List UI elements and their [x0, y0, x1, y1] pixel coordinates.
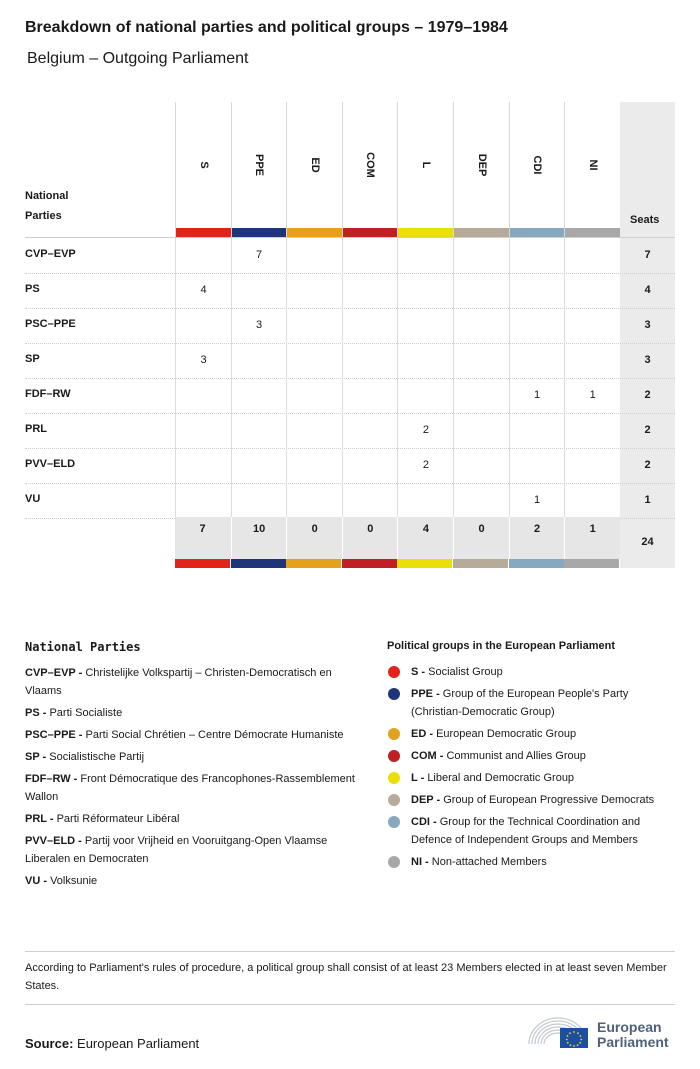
- group-full-name: Communist and Allies Group: [446, 750, 586, 762]
- group-full-name: Liberal and Democratic Group: [427, 772, 575, 784]
- table-row: [25, 413, 675, 449]
- seat-count-cell: [286, 378, 342, 413]
- group-full-name: Socialist Group: [428, 666, 503, 678]
- group-color-bar: [176, 228, 231, 237]
- group-color-bar: [286, 559, 341, 568]
- seat-count-cell: [397, 238, 453, 273]
- source-line: [25, 1036, 199, 1051]
- party-full-name: Front Démocratique des Francophones-Rassemblement Wallon: [25, 773, 355, 803]
- seat-count-cell: [564, 448, 620, 483]
- seat-count-cell: [286, 483, 342, 518]
- seat-count-cell: 2: [397, 413, 453, 448]
- national-party-legend-item: [25, 770, 360, 806]
- party-name: FDF–RW: [25, 388, 71, 400]
- note-divider-bottom: [25, 1004, 675, 1005]
- party-name: VU: [25, 493, 41, 505]
- group-column-header: [342, 102, 398, 237]
- row-seat-total: 4: [644, 284, 651, 296]
- seat-count-cell: [286, 413, 342, 448]
- seat-count-cell: [509, 343, 565, 378]
- group-color-bar: [453, 559, 508, 568]
- seat-count-cell: [342, 378, 398, 413]
- seat-count-cell: [342, 308, 398, 343]
- seat-count-cell: 3: [175, 343, 231, 378]
- group-color-bar: [509, 559, 564, 568]
- seat-count-cell: [342, 273, 398, 308]
- group-code-label: ED: [308, 157, 321, 173]
- group-total-cell: 1: [564, 517, 620, 559]
- seat-count-cell: [286, 273, 342, 308]
- group-code-label: PPE: [253, 153, 266, 177]
- seat-count-cell: [286, 343, 342, 378]
- table-row: [25, 273, 675, 309]
- party-abbreviation: CVP–EVP -: [25, 667, 83, 679]
- political-groups-legend: [387, 640, 677, 875]
- seat-count-cell: [175, 308, 231, 343]
- seat-count-cell: [564, 308, 620, 343]
- table-row: [25, 378, 675, 414]
- seat-count-cell: [342, 238, 398, 273]
- group-color-bar: [287, 228, 342, 237]
- seat-count-cell: [231, 273, 287, 308]
- seat-count-cell: [453, 483, 509, 518]
- group-column-header: [564, 102, 620, 237]
- group-full-name: Group of the European People's Party (Christian-Democratic Group): [411, 688, 629, 718]
- row-seat-total: 2: [644, 389, 651, 401]
- row-header: National Parties: [25, 190, 69, 222]
- note-divider-top: [25, 951, 675, 952]
- european-parliament-logo: [527, 1014, 677, 1054]
- party-abbreviation: SP -: [25, 751, 47, 763]
- row-seat-total: 2: [644, 424, 651, 436]
- group-color-bar: [232, 228, 287, 237]
- group-abbreviation: PPE -: [411, 688, 440, 700]
- group-full-name: European Democratic Group: [436, 728, 577, 740]
- group-color-bar: [398, 228, 453, 237]
- group-color-bar: [231, 559, 286, 568]
- group-abbreviation: S -: [411, 666, 426, 678]
- seat-count-cell: [453, 448, 509, 483]
- party-name: PS: [25, 283, 40, 295]
- party-name: PRL: [25, 423, 47, 435]
- party-full-name: Volksunie: [50, 875, 98, 887]
- group-color-dot-icon: [388, 772, 400, 784]
- group-code-label: NI: [586, 159, 599, 171]
- seat-count-cell: [397, 378, 453, 413]
- political-group-legend-item: [387, 685, 677, 721]
- group-color-bar: [565, 228, 620, 237]
- group-abbreviation: ED -: [411, 728, 433, 740]
- table-row: [25, 483, 675, 519]
- row-seat-total: 1: [644, 494, 651, 506]
- seat-count-cell: [397, 308, 453, 343]
- seat-count-cell: [286, 448, 342, 483]
- group-code-label: L: [419, 161, 432, 169]
- seat-count-cell: [175, 413, 231, 448]
- national-party-legend-item: [25, 748, 360, 766]
- group-color-dot-icon: [388, 794, 400, 806]
- group-color-dot-icon: [388, 856, 400, 868]
- seat-count-cell: [286, 238, 342, 273]
- party-abbreviation: PS -: [25, 707, 47, 719]
- party-full-name: Christelijke Volkspartij – Christen-Democratisch en Vlaams: [25, 667, 332, 697]
- seat-count-cell: [397, 273, 453, 308]
- table-row: [25, 448, 675, 484]
- party-full-name: Parti Socialiste: [49, 707, 123, 719]
- seat-count-cell: [175, 448, 231, 483]
- seat-count-cell: [342, 343, 398, 378]
- political-group-legend-item: [387, 769, 677, 787]
- group-code-label: S: [197, 161, 210, 169]
- seat-count-cell: [175, 483, 231, 518]
- group-color-bar: [454, 228, 509, 237]
- group-color-dot-icon: [388, 666, 400, 678]
- row-seat-total: 2: [644, 459, 651, 471]
- group-abbreviation: L -: [411, 772, 425, 784]
- seat-count-cell: [564, 238, 620, 273]
- party-abbreviation: PRL -: [25, 813, 54, 825]
- seat-count-cell: [342, 483, 398, 518]
- row-seat-total: 7: [644, 249, 651, 261]
- seat-count-cell: 1: [564, 378, 620, 413]
- group-total-cell: 0: [286, 517, 342, 559]
- national-party-legend-item: [25, 832, 360, 868]
- seat-count-cell: 4: [175, 273, 231, 308]
- party-abbreviation: PVV–ELD -: [25, 835, 82, 847]
- political-group-legend-item: [387, 853, 677, 871]
- group-total-cell: 4: [397, 517, 453, 559]
- seat-count-cell: [509, 273, 565, 308]
- group-color-bar: [343, 228, 398, 237]
- party-full-name: Parti Réformateur Libéral: [56, 813, 180, 825]
- party-abbreviation: FDF–RW -: [25, 773, 78, 785]
- group-full-name: Group for the Technical Coordination and Defence of Independent Groups and Members: [411, 816, 641, 846]
- seat-count-cell: [509, 413, 565, 448]
- seat-count-cell: [286, 308, 342, 343]
- political-group-legend-item: [387, 663, 677, 681]
- group-column-header: [397, 102, 453, 237]
- group-code-label: CDI: [531, 155, 544, 175]
- group-column-header: [509, 102, 565, 237]
- group-color-dot-icon: [388, 728, 400, 740]
- group-column-header: [453, 102, 509, 237]
- party-name: CVP–EVP: [25, 248, 76, 260]
- seat-count-cell: [175, 378, 231, 413]
- source-value: European Parliament: [77, 1036, 200, 1051]
- national-party-legend-item: [25, 872, 360, 890]
- group-abbreviation: COM -: [411, 750, 444, 762]
- group-full-name: Non-attached Members: [431, 856, 547, 868]
- political-group-legend-item: [387, 791, 677, 809]
- page-subtitle: Belgium – Outgoing Parliament: [27, 50, 249, 67]
- seat-count-cell: [564, 413, 620, 448]
- seat-count-cell: [453, 343, 509, 378]
- national-party-legend-item: [25, 664, 360, 700]
- table-row: [25, 343, 675, 379]
- logo-wordmark: European Parliament: [597, 1019, 669, 1050]
- national-party-legend-item: [25, 704, 360, 722]
- political-groups-legend-heading: Political groups in the European Parliament: [387, 640, 615, 652]
- political-group-legend-item: [387, 725, 677, 743]
- seat-count-cell: [509, 238, 565, 273]
- group-total-cell: 0: [453, 517, 509, 559]
- group-total-cell: 10: [231, 517, 287, 559]
- group-abbreviation: CDI -: [411, 816, 437, 828]
- group-code-label: DEP: [475, 153, 488, 177]
- group-color-dot-icon: [388, 816, 400, 828]
- seat-count-cell: [453, 413, 509, 448]
- table-row: [25, 308, 675, 344]
- party-name: PSC–PPE: [25, 318, 76, 330]
- seat-count-cell: [231, 483, 287, 518]
- seat-count-cell: [342, 413, 398, 448]
- seat-count-cell: 1: [509, 378, 565, 413]
- row-seat-total: 3: [644, 319, 651, 331]
- group-color-dot-icon: [388, 750, 400, 762]
- party-name: PVV–ELD: [25, 458, 76, 470]
- seat-count-cell: [397, 483, 453, 518]
- seat-count-cell: [453, 238, 509, 273]
- seat-count-cell: [231, 413, 287, 448]
- group-color-dot-icon: [388, 688, 400, 700]
- seat-count-cell: [231, 343, 287, 378]
- page-title: Breakdown of national parties and political groups – 1979–1984: [25, 19, 508, 36]
- seat-count-cell: [175, 238, 231, 273]
- party-full-name: Partij voor Vrijheid en Vooruitgang-Open Vlaamse Liberalen en Democraten: [25, 835, 328, 865]
- seat-count-cell: [453, 273, 509, 308]
- seats-header: Seats: [630, 214, 660, 226]
- party-abbreviation: PSC–PPE -: [25, 729, 83, 741]
- seat-count-cell: 7: [231, 238, 287, 273]
- seat-count-cell: [564, 343, 620, 378]
- group-abbreviation: NI -: [411, 856, 429, 868]
- group-column-header: [175, 102, 231, 237]
- seat-count-cell: [231, 448, 287, 483]
- seat-count-cell: [509, 448, 565, 483]
- group-color-bar: [510, 228, 565, 237]
- party-full-name: Socialistische Partij: [49, 751, 145, 763]
- totals-row: [175, 517, 620, 559]
- procedure-note: According to Parliament's rules of procedure, a political group shall consist of at least 23 Members elected in at least seven Member States.: [25, 962, 667, 992]
- group-column-header: [286, 102, 342, 237]
- seat-count-cell: [564, 273, 620, 308]
- seat-count-cell: [453, 378, 509, 413]
- table-row: [25, 238, 675, 274]
- group-color-bar: [342, 559, 397, 568]
- seat-count-cell: [397, 343, 453, 378]
- political-group-legend-item: [387, 747, 677, 765]
- seat-count-cell: 2: [397, 448, 453, 483]
- seat-count-cell: [453, 308, 509, 343]
- seat-count-cell: 1: [509, 483, 565, 518]
- national-parties-legend-heading: National Parties: [25, 640, 141, 654]
- row-seat-total: 3: [644, 354, 651, 366]
- seat-count-cell: [564, 483, 620, 518]
- group-total-cell: 0: [342, 517, 398, 559]
- group-color-bar: [564, 559, 619, 568]
- group-total-cell: 2: [509, 517, 565, 559]
- grand-total: 24: [641, 536, 654, 548]
- seat-count-cell: 3: [231, 308, 287, 343]
- seat-count-cell: [342, 448, 398, 483]
- party-name: SP: [25, 353, 40, 365]
- group-color-bar: [397, 559, 452, 568]
- national-party-legend-item: [25, 726, 360, 744]
- national-party-legend-item: [25, 810, 360, 828]
- group-column-header: [231, 102, 287, 237]
- group-full-name: Group of European Progressive Democrats: [443, 794, 655, 806]
- group-total-cell: 7: [199, 523, 206, 535]
- group-color-bar: [175, 559, 230, 568]
- hemicycle-icon: [527, 1014, 589, 1050]
- party-abbreviation: VU -: [25, 875, 47, 887]
- political-group-legend-item: [387, 813, 677, 849]
- group-abbreviation: DEP -: [411, 794, 441, 806]
- party-full-name: Parti Social Chrétien – Centre Démocrate Humaniste: [85, 729, 344, 741]
- national-parties-legend: [25, 640, 360, 894]
- seat-count-cell: [509, 308, 565, 343]
- group-code-label: COM: [364, 152, 377, 178]
- source-label: Source:: [25, 1036, 74, 1051]
- seat-count-cell: [231, 378, 287, 413]
